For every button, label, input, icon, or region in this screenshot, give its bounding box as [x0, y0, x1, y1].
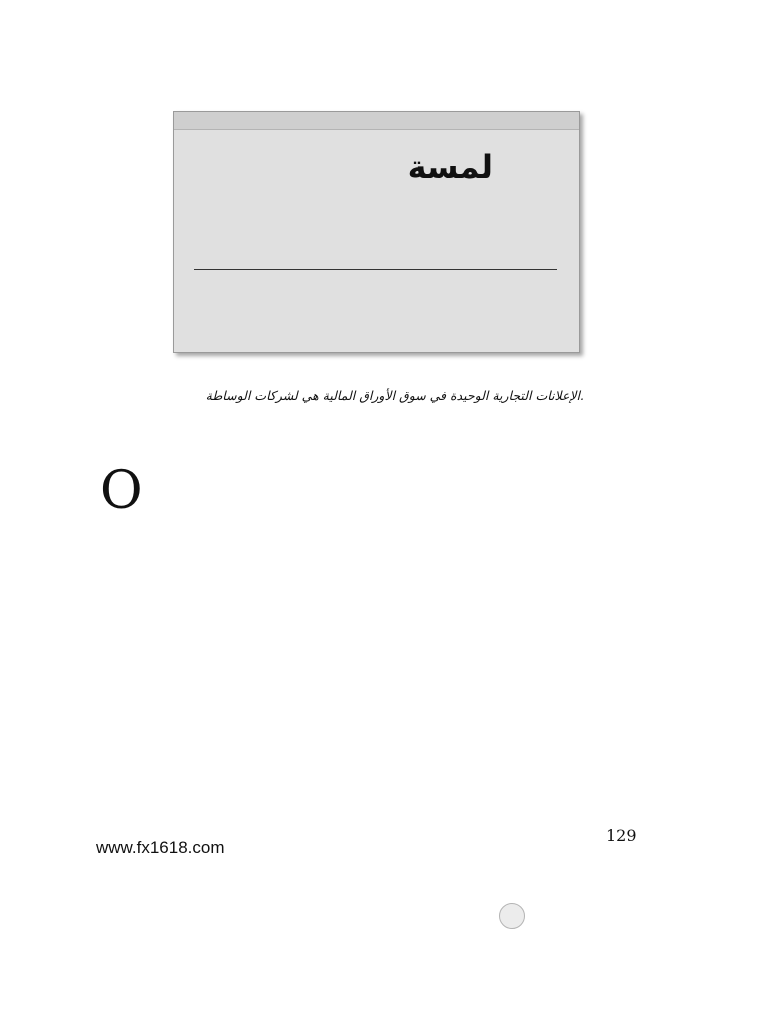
page-number: 129	[606, 826, 637, 845]
callout-title: لمسة	[407, 148, 493, 186]
callout-divider	[194, 269, 557, 270]
callout-header-band	[174, 112, 579, 130]
figure-caption: .الإعلانات التجارية الوحيدة في سوق الأوراق المالية هي لشركات الوساطة	[205, 388, 584, 403]
drop-cap-letter: O	[100, 461, 143, 521]
page-corner-marker	[499, 903, 525, 929]
footer-url: www.fx1618.com	[96, 838, 225, 857]
callout-box	[173, 111, 580, 353]
